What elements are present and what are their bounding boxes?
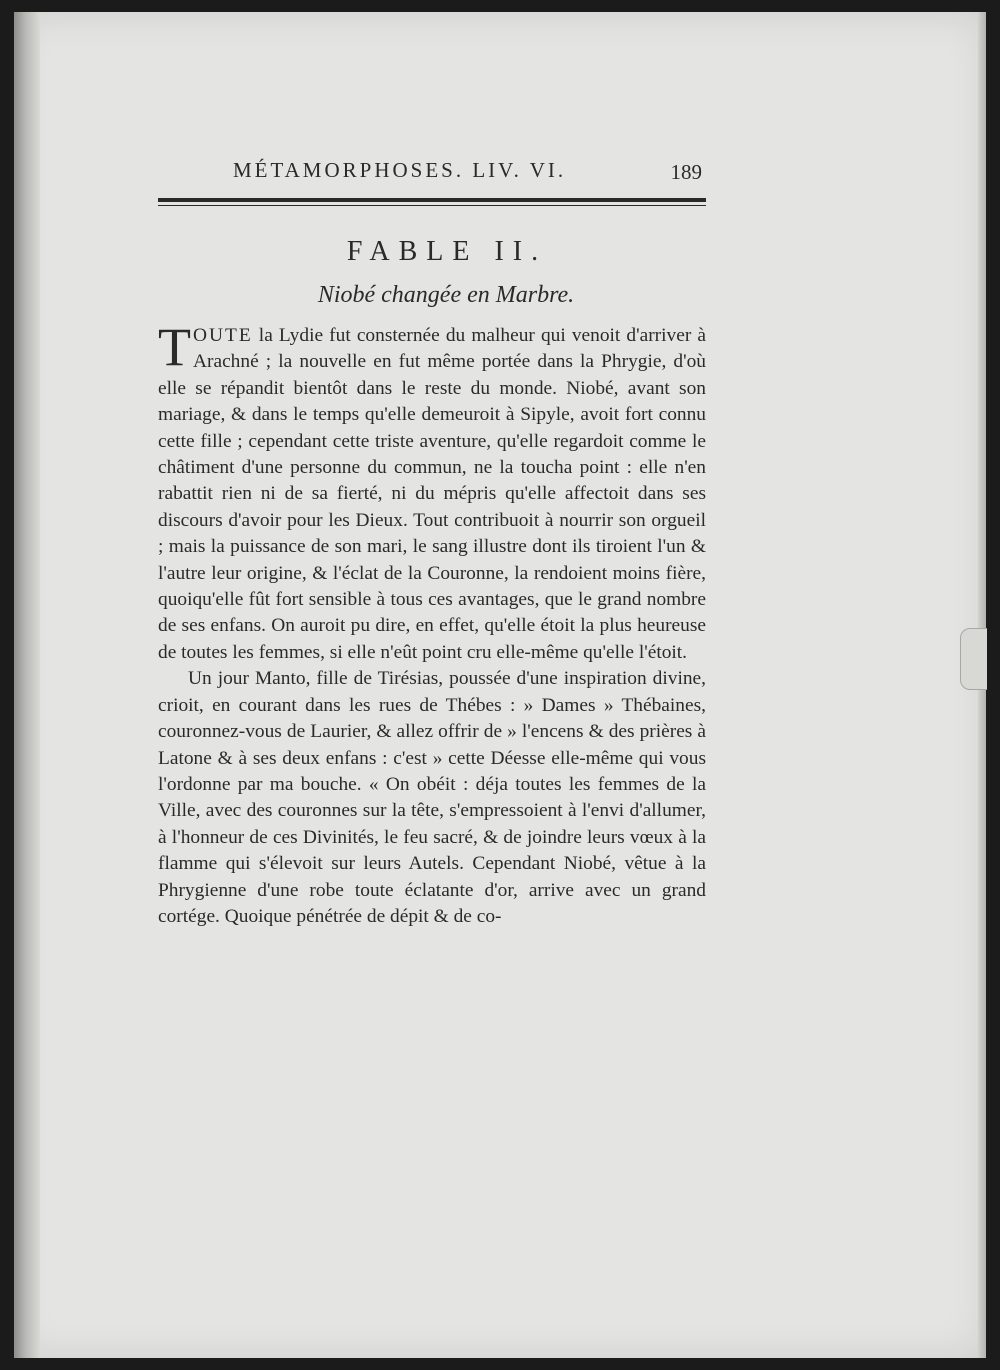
drop-cap: T <box>158 317 191 377</box>
header-rule-thick <box>158 198 706 202</box>
running-head <box>158 152 706 196</box>
bookmark-tab <box>960 628 987 690</box>
opening-caps: OUTE <box>193 325 253 346</box>
binding-gutter <box>14 12 40 1358</box>
book-page <box>14 12 986 1358</box>
paragraph-2 <box>158 666 706 930</box>
header-rule-thin <box>158 205 706 206</box>
text-block <box>158 152 706 930</box>
paragraph-1 <box>158 317 706 666</box>
fable-title: FABLE II. <box>346 236 548 267</box>
paragraph-2-text: Un jour Manto, fille de Tirésias, poussée d'une inspiration divine, crioit, en courant dans les rues de Thébes : » Dames » Thébaines, couronnez-vous de Laurier, & allez offrir de » l'encens & des prières à Latone & à ses deux enfans : c'est » cette Déesse elle-même qui vous l'ordonne par ma bouche. « On obéit : déja toutes les femmes de la Ville, avec des couronnes sur la tête, s'empressoient à l'envi d'allumer, à l'honneur de ces Divinités, le feu sacré, & de joindre leurs vœux à la flamme qui s'élevoit sur leurs Autels. Cependant Niobé, vêtue à la Phrygienne d'une robe toute éclatante d'or, arrive avec un grand cortége. Quoique pénétrée de dépit & de co- <box>158 668 706 927</box>
running-title: MÉTAMORPHOSES. LIV. VI. <box>233 158 567 182</box>
fable-subtitle: Niobé changée en Marbre. <box>317 282 575 308</box>
paragraph-1-text: la Lydie fut consternée du malheur qui venoit d'arriver à Arachné ; la nouvelle en fut même portée dans la Phrygie, d'où elle se répandit bientôt dans le reste du monde. Niobé, avant son mariage, & dans le temps qu'elle demeuroit à Sipyle, avoit fort connu cette fille ; cependant cette triste aventure, qu'elle regardoit comme le châtiment d'une personne du commun, ne la toucha point : elle n'en rabattit rien ni de sa fierté, ni du mépris qu'elle affectoit dans ses discours d'avoir pour les Dieux. Tout contribuoit à nourrir son orgueil ; mais la puissance de son mari, le sang illustre dont ils tiroient l'un & l'autre leur origine, & l'éclat de la Couronne, la rendoient moins fière, quoiqu'elle fût fort sensible à tous ces avantages, que le grand nombre de ses enfans. On auroit pu dire, en effet, qu'elle étoit la plus heureuse de toutes les femmes, si elle n'eût point cru elle-même qu'elle l'étoit. <box>158 325 706 663</box>
page-number: 189 <box>670 160 702 184</box>
